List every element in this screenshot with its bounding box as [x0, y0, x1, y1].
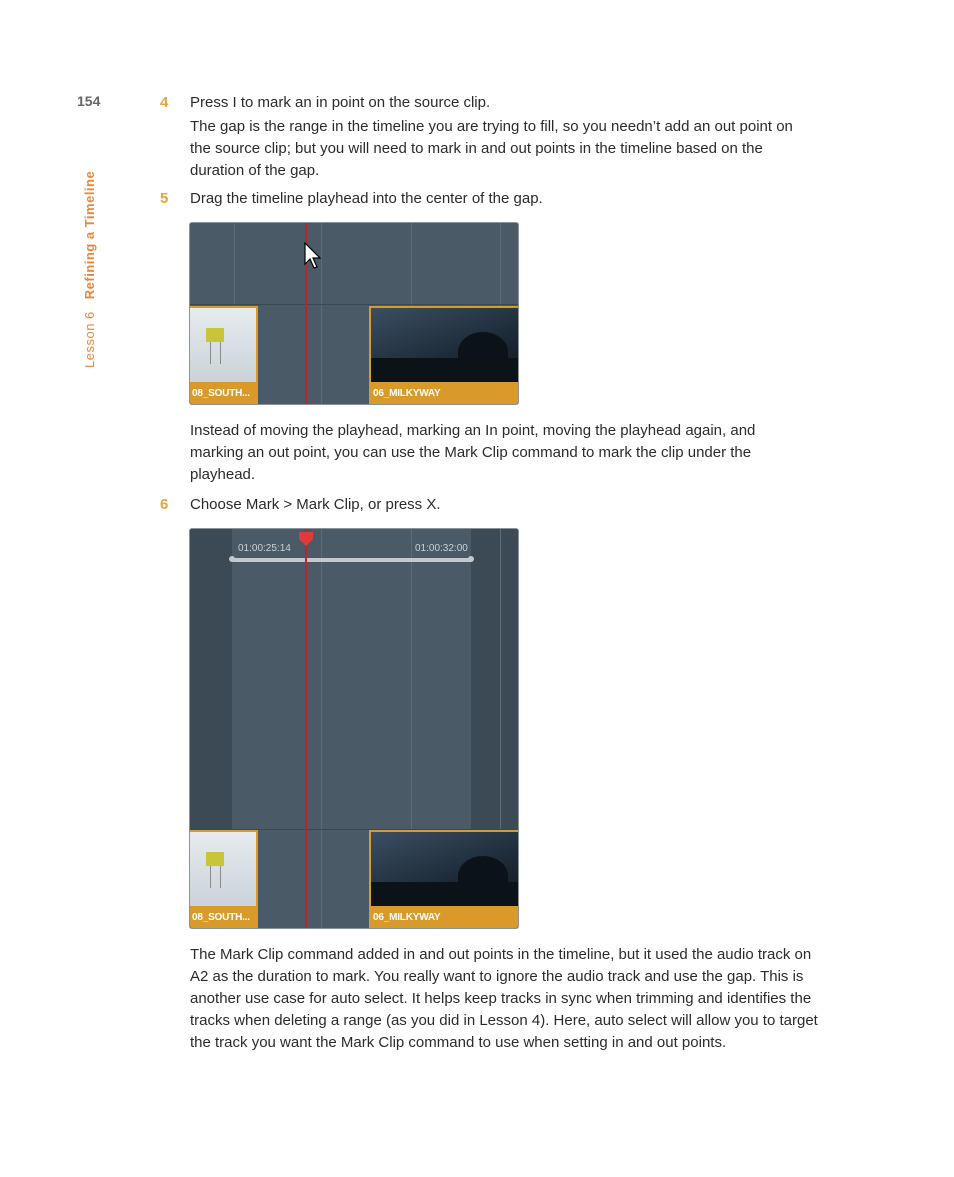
step-6-text: Choose Mark > Mark Clip, or press X.	[190, 496, 441, 513]
mark-clip-intro: Instead of moving the playhead, marking an In point, moving the playhead again, and marking an out point, you can use the Mark Clip command to mark the clip under the playhead.	[190, 422, 756, 483]
playhead-marker-icon[interactable]	[298, 531, 314, 547]
step-number-5: 5	[160, 190, 169, 207]
clip-label: 06_MILKYWAY	[373, 912, 441, 923]
step-number-4: 4	[160, 94, 169, 111]
out-point-timecode: 01:00:32:00	[415, 543, 468, 554]
arrow-cursor-icon	[303, 242, 323, 272]
lesson-label: Lesson 6	[82, 311, 97, 368]
clip-thumbnail-snow	[190, 308, 256, 382]
clip-thumbnail-milkyway	[371, 308, 518, 382]
auto-select-explanation: The Mark Clip command added in and out points in the timeline, but it used the audio track on A2 as the duration to mark. You really want to ignore the audio track and use the gap. This is another use case for auto select. It helps keep tracks in sync when trimming and identifies the tracks when deleting a range (as you did in Lesson 4). Here, auto select will allow you to target the track you want the Mark Clip command to use when setting in and out points.	[190, 946, 818, 1051]
clip-thumbnail-snow	[190, 832, 256, 906]
step-4-text: Press I to mark an in point on the source clip.	[190, 94, 491, 111]
timeline-playhead[interactable]	[305, 529, 307, 928]
clip-08-south[interactable]	[190, 830, 258, 928]
clip-thumbnail-milkyway	[371, 832, 518, 906]
timeline-screenshot-mark-clip	[190, 529, 518, 928]
page-number: 154	[77, 93, 101, 109]
chapter-label: Refining a Timeline	[82, 170, 97, 300]
in-point-handle[interactable]	[229, 556, 235, 562]
timeline-screenshot-gap	[190, 223, 518, 404]
clip-label: 08_SOUTH...	[192, 912, 250, 923]
step-number-6: 6	[160, 496, 169, 513]
clip-06-milkyway[interactable]	[369, 830, 518, 928]
in-point-timecode: 01:00:25:14	[238, 543, 291, 554]
running-side-label	[82, 171, 97, 368]
clip-label: 06_MILKYWAY	[373, 388, 441, 399]
step-4-explanation: The gap is the range in the timeline you are trying to fill, so you needn’t add an out point on the source clip; but you will need to mark in and out points in the timeline based on the duration of the gap.	[190, 118, 793, 179]
step-5-text: Drag the timeline playhead into the center of the gap.	[190, 190, 543, 207]
clip-08-south[interactable]	[190, 306, 258, 404]
clip-label: 08_SOUTH...	[192, 388, 250, 399]
marked-range-bar[interactable]	[232, 558, 472, 562]
out-point-handle[interactable]	[468, 556, 474, 562]
clip-06-milkyway[interactable]	[369, 306, 518, 404]
